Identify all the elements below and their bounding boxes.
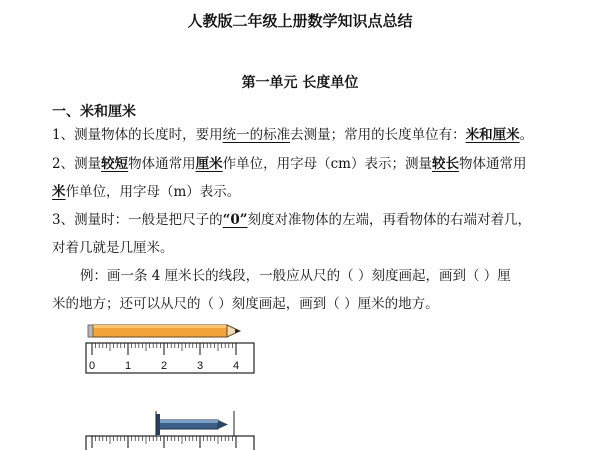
p2-text: 物体通常用 [458, 156, 527, 172]
ruler-with-pencil-illustration [80, 318, 260, 380]
p1-key-term: 米和厘米 [465, 127, 520, 143]
ruler-label: 1 [124, 360, 132, 372]
p1-underlined-term: 统一的标准 [222, 127, 291, 143]
paragraph-3-line-1 [52, 211, 531, 229]
p1-text: 。 [519, 127, 534, 143]
ruler-label: 2 [160, 360, 168, 372]
paragraph-3-line-2: 对着几就是几厘米。 [52, 240, 174, 256]
p1-text: 1、测量物体的长度时，要用 [52, 127, 223, 143]
paragraph-2-line-2 [52, 183, 240, 201]
p3-key-term: “0” [222, 212, 248, 228]
section-heading: 一、米和厘米 [52, 104, 136, 120]
p1-text: 去测量；常用的长度单位有： [290, 127, 466, 143]
p2-key-term: 厘米 [195, 156, 223, 172]
p2-key-term: 较长 [431, 156, 459, 172]
ruler-label: 0 [88, 360, 96, 372]
example-line-2: 米的地方；还可以从尺的（ ）刻度画起，画到（ ）厘米的地方。 [52, 296, 439, 312]
example-line-1: 例：画一条 4 厘米长的线段，一般应从尺的（ ）刻度画起，画到（ ）厘 [80, 268, 511, 284]
p2-text: 物体通常用 [128, 156, 196, 172]
pencil-icon [88, 325, 240, 337]
ruler-with-nail-illustration [80, 405, 260, 450]
nail-icon [156, 414, 228, 435]
p2-text: 2、测量 [52, 156, 102, 172]
ruler-label: 3 [196, 360, 204, 372]
unit-title: 第一单元 长度单位 [241, 75, 359, 91]
paragraph-2-line-1 [52, 155, 526, 173]
document-title: 人教版二年级上册数学知识点总结 [187, 12, 413, 30]
p3-text: 刻度对准物体的左端，再看物体的右端对着几， [247, 212, 532, 228]
p2-key-term: 较短 [101, 156, 129, 172]
p2-key-term: 米 [52, 184, 66, 200]
p3-text: 3、测量时：一般是把尺子的 [52, 212, 223, 228]
paragraph-1 [52, 126, 533, 144]
ruler-label: 4 [232, 360, 240, 372]
p2-text: 作单位，用字母（m）表示。 [65, 184, 241, 200]
p2-text: 作单位，用字母（cm）表示；测量 [222, 156, 432, 172]
